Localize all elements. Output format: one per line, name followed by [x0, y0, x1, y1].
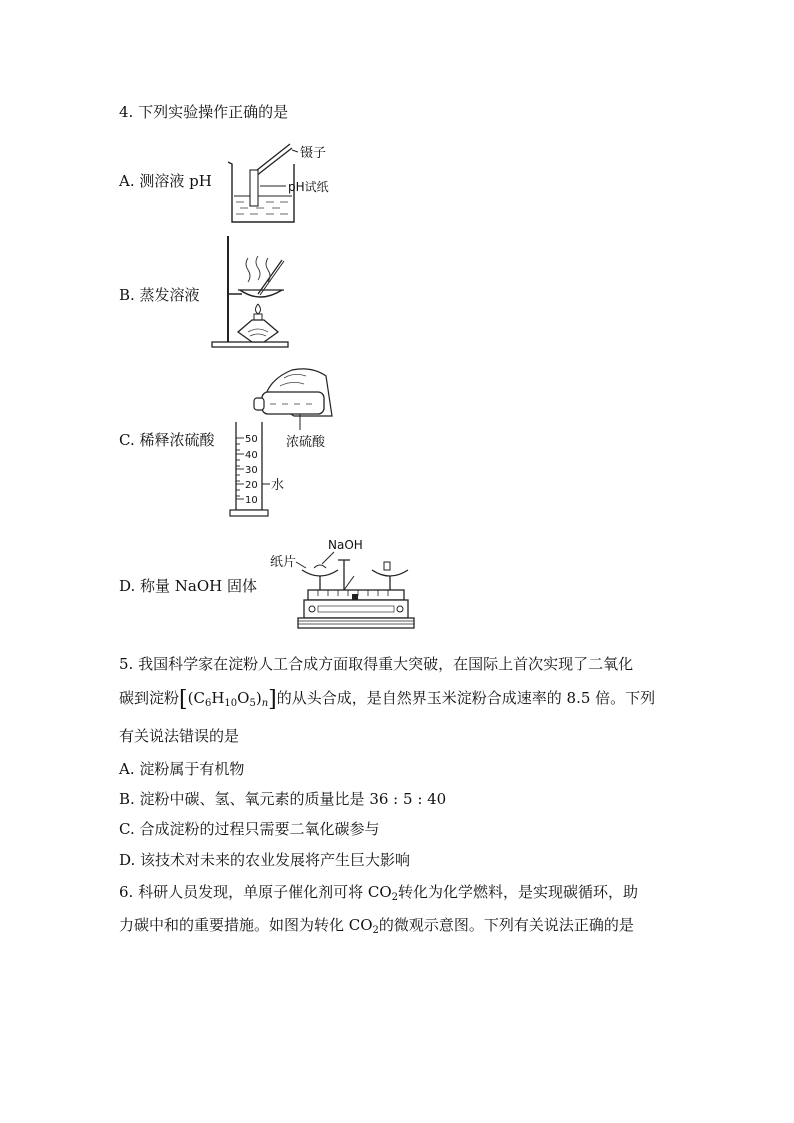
q5-option-a[interactable]: A. 淀粉属于有机物: [119, 760, 245, 778]
label-conc-acid: 浓硫酸: [286, 435, 326, 450]
q5-option-d[interactable]: D. 该技术对未来的农业发展将产生巨大影响: [119, 851, 411, 869]
q4-option-a[interactable]: A. 测溶液 pH: [119, 172, 212, 190]
scale-20: 20: [245, 480, 258, 491]
q4-option-d[interactable]: D. 称量 NaOH 固体: [119, 577, 258, 595]
q5-option-b[interactable]: B. 淀粉中碳、氢、氧元素的质量比是 36 : 5 : 40: [119, 790, 447, 808]
q5-line-1: 5. 我国科学家在淀粉人工合成方面取得重大突破，在国际上首次实现了二氧化: [119, 655, 634, 673]
figure-balance: [268, 536, 418, 632]
label-water: 水: [271, 478, 285, 493]
q4-option-c[interactable]: C. 稀释浓硫酸: [119, 431, 215, 449]
q5-option-c[interactable]: C. 合成淀粉的过程只需要二氧化碳参与: [119, 820, 380, 838]
q5-line-2: [119, 688, 655, 714]
scale-50: 50: [245, 434, 258, 445]
label-naoh: NaOH: [328, 538, 363, 552]
figure-dilute-acid: [226, 360, 346, 520]
q6-line-2: 力碳中和的重要措施。如图为转化 $CO_2$的微观示意图。下列有关说法正确的是: [119, 916, 634, 936]
q6-line-1: 6. 科研人员发现，单原子催化剂可将 $CO_2$转化为化学燃料，是实现碳循环，助: [119, 883, 639, 903]
scale-30: 30: [245, 465, 258, 476]
label-ph-paper: pH试纸: [288, 180, 329, 194]
q5-line-2-pre: 碳到淀粉: [119, 689, 180, 707]
starch-formula: $[(C_6H_{10}O_5)_n]$: [179, 687, 277, 712]
scale-40: 40: [245, 450, 258, 461]
q5-line-2-post: 的从头合成，是自然界玉米淀粉合成速率的 8.5 倍。下列: [276, 689, 656, 707]
label-tweezers: 镊子: [300, 146, 327, 161]
scale-10: 10: [245, 495, 258, 506]
q4-option-b[interactable]: B. 蒸发溶液: [119, 286, 200, 304]
label-paper: 纸片: [270, 555, 297, 570]
q4-stem: 4. 下列实验操作正确的是: [119, 103, 289, 121]
figure-evaporation: [208, 232, 298, 350]
figure-ph-test: [218, 140, 348, 230]
q5-line-3: 有关说法错误的是: [119, 727, 240, 745]
